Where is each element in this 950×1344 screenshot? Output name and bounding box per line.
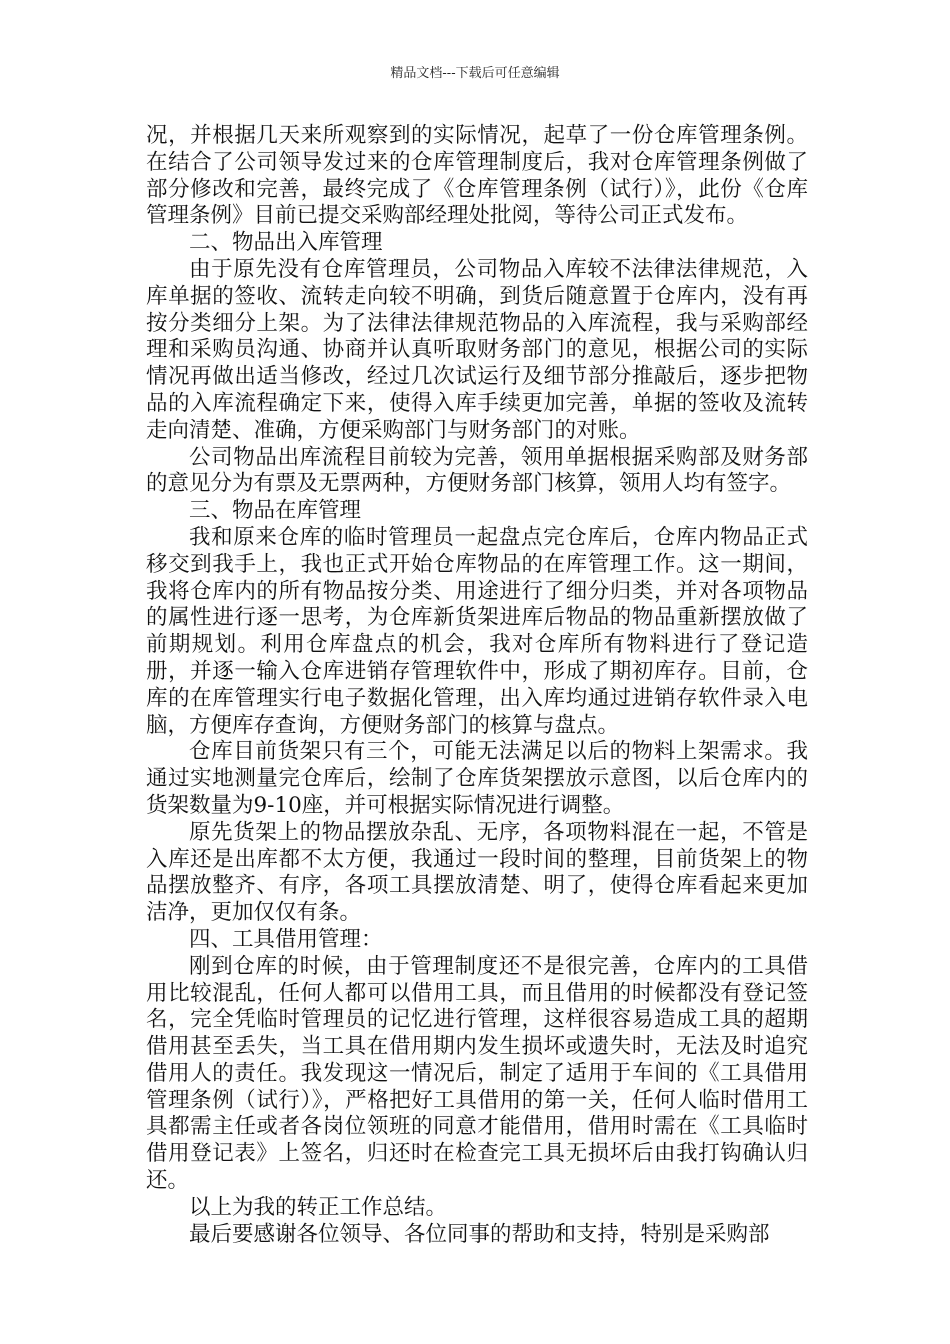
- body-paragraph: 以上为我的转正工作总结。: [189, 1194, 448, 1220]
- section-heading-inventory-in-out: 二、物品出入库管理: [189, 230, 383, 256]
- body-paragraph: 最后要感谢各位领导、各位同事的帮助和支持，特别是采购部: [189, 1221, 770, 1247]
- body-paragraph: 仓库目前货架只有三个，可能无法满足以后的物料上架需求。我通过实地测量完仓库后，绘制了仓库货架摆放示意图，以后仓库内的货架数量为9-10座，并可根据实际情况进行调整。: [146, 739, 808, 818]
- page-header: 精品文档---下载后可任意编辑: [390, 66, 560, 81]
- document-body: [146, 123, 808, 1248]
- body-paragraph: 况，并根据几天来所观察到的实际情况，起草了一份仓库管理条例。在结合了公司领导发过来的仓库管理制度后，我对仓库管理条例做了部分修改和完善，最终完成了《仓库管理条例（试行）》，此份《仓库管理条例》目前已提交采购部经理处批阅，等待公司正式发布。: [146, 123, 808, 229]
- section-heading-tool-borrowing: 四、工具借用管理：: [189, 926, 383, 952]
- body-paragraph: 公司物品出库流程目前较为完善，领用单据根据采购部及财务部的意见分为有票及无票两种，方便财务部门核算，领用人均有签字。: [146, 444, 808, 497]
- body-paragraph: 刚到仓库的时候，由于管理制度还不是很完善，仓库内的工具借用比较混乱，任何人都可以借用工具，而且借用的时候都没有登记签名，完全凭临时管理员的记忆进行管理，这样很容易造成工具的超期借用甚至丢失，当工具在借用期内发生损坏或遗失时，无法及时追究借用人的责任。我发现这一情况后，制定了适用于车间的《工具借用管理条例（试行）》，严格把好工具借用的第一关，任何人临时借用工具都需主任或者各岗位领班的同意才能借用，借用时需在《工具临时借用登记表》上签名，归还时在检查完工具无损坏后由我打钩确认归还。: [146, 953, 808, 1194]
- body-paragraph: 由于原先没有仓库管理员，公司物品入库较不法律法律规范，入库单据的签收、流转走向较不明确，到货后随意置于仓库内，没有再按分类细分上架。为了法律法律规范物品的入库流程，我与采购部经理和采购员沟通、协商并认真听取财务部门的意见，根据公司的实际情况再做出适当修改，经过几次试运行及细节部分推敲后，逐步把物品的入库流程确定下来，使得入库手续更加完善，单据的签收及流转走向清楚、准确，方便采购部门与财务部门的对账。: [146, 256, 808, 443]
- body-paragraph: 我和原来仓库的临时管理员一起盘点完仓库后，仓库内物品正式移交到我手上，我也正式开始仓库物品的在库管理工作。这一期间，我将仓库内的所有物品按分类、用途进行了细分归类，并对各项物品的属性进行逐一思考，为仓库新货架进库后物品的物品重新摆放做了前期规划。利用仓库盘点的机会，我对仓库所有物料进行了登记造册，并逐一输入仓库进销存管理软件中，形成了期初库存。目前，仓库的在库管理实行电子数据化管理，出入库均通过进销存软件录入电脑，方便库存查询，方便财务部门的核算与盘点。: [146, 524, 808, 738]
- section-heading-in-stock: 三、物品在库管理: [189, 498, 362, 524]
- body-paragraph: 原先货架上的物品摆放杂乱、无序，各项物料混在一起，不管是入库还是出库都不太方便，我通过一段时间的整理，目前货架上的物品摆放整齐、有序，各项工具摆放清楚、明了，使得仓库看起来更加洁净，更加仅仅有条。: [146, 819, 808, 926]
